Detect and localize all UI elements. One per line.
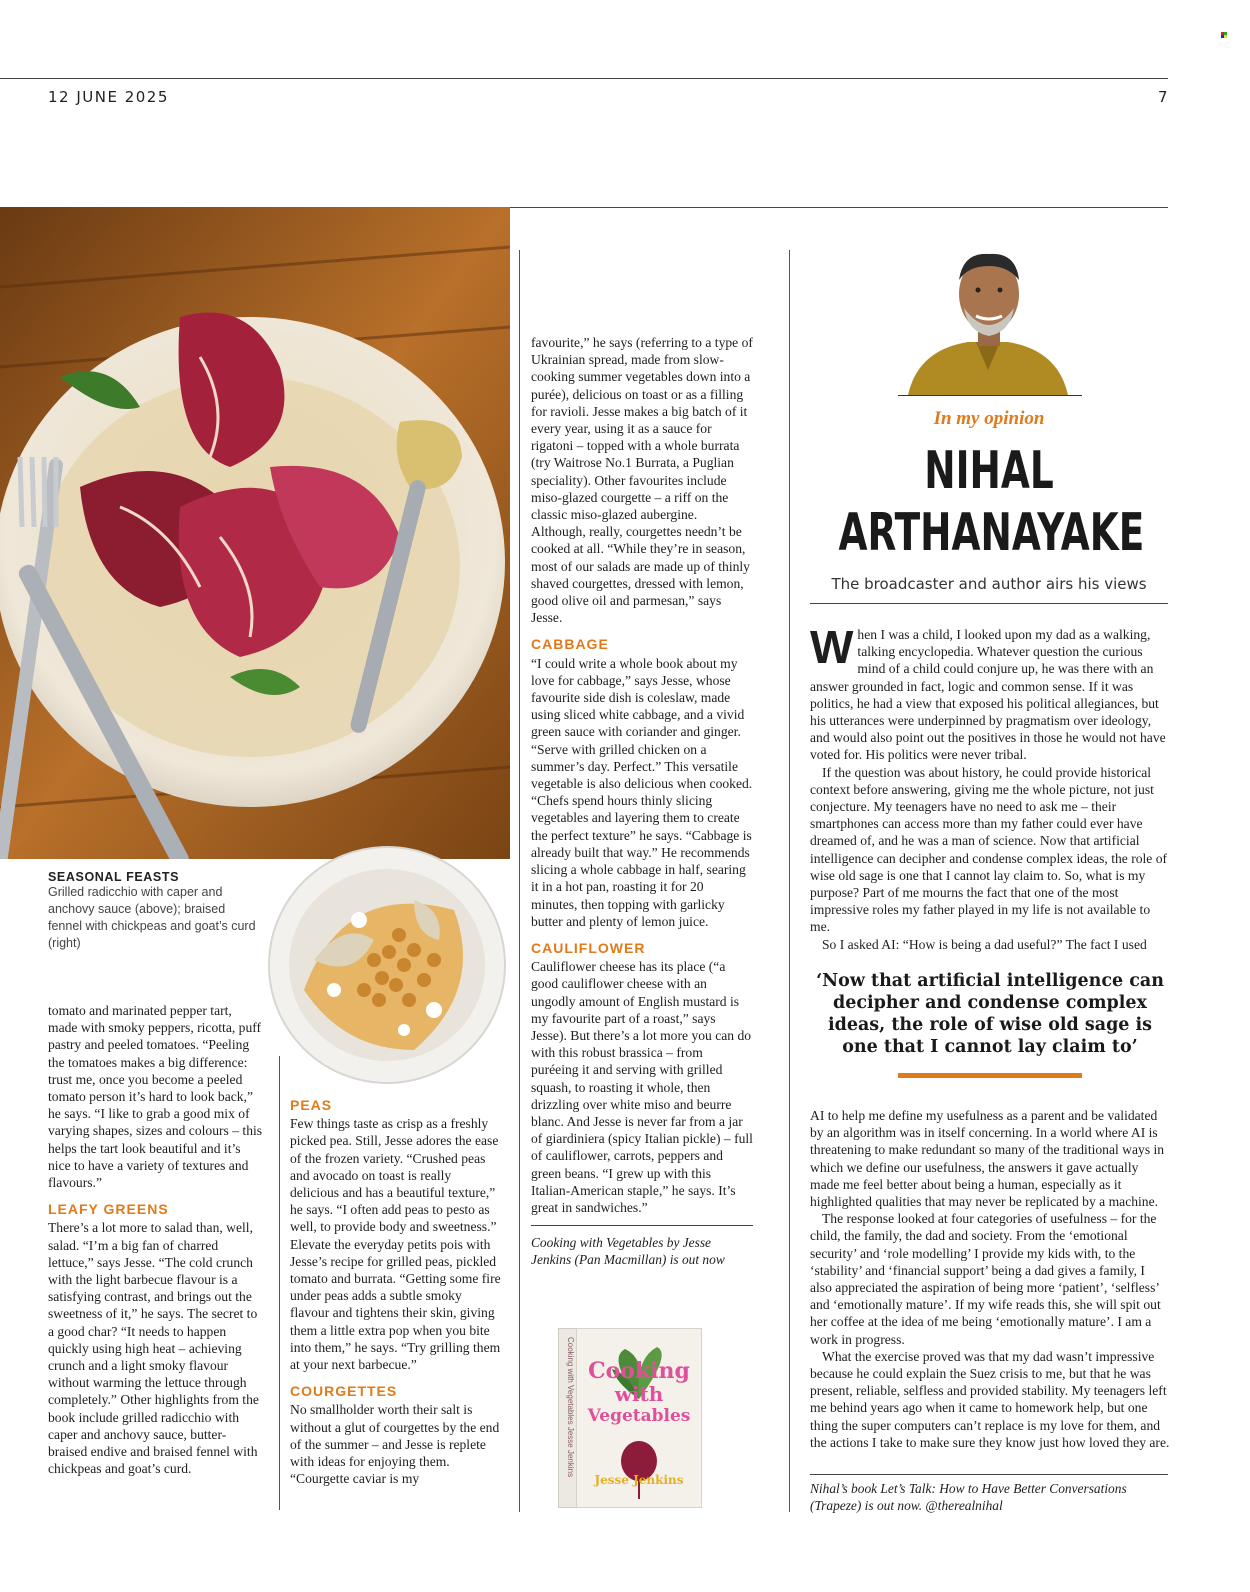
- opinion-body-bottom: [810, 1107, 1170, 1451]
- leafy-greens-paragraph: There’s a lot more to salad than, well, salad. “I’m a big fan of charred lettuce,” says Jesse. “The cold crunch with the light barbecue flavour is a satisfying contrast, and brings out the sweetness of it,” he says. The secret to a good char? “It needs to happen quickly using high heat – achieving crunch and a light smoky flavour without warming the lettuce through completely.” Other highlights from the book include grilled radicchio with caper and anchovy sauce, butter-braised endive and braised fennel with chickpeas and goat’s curd.: [48, 1220, 259, 1477]
- column-divider-2: [519, 250, 520, 1512]
- nihal-portrait-photo: [898, 250, 1078, 395]
- caption-body: Grilled radicchio with caper and anchovy sauce (above); braised fennel with chickpeas and goat’s curd (right): [48, 885, 256, 950]
- columnist-name-last: ARTHANAYAKE: [838, 503, 1145, 563]
- courgettes-heading: COURGETTES: [290, 1383, 398, 1400]
- top-rule: [0, 78, 1168, 79]
- courgettes-paragraph: No smallholder worth their salt is without a glut of courgettes by the end of the summer – and Jesse is replete with ideas for enjoying them. “Courgette caviar is my: [290, 1402, 500, 1487]
- drop-cap: W: [810, 621, 854, 673]
- peas-paragraph: Few things taste as crisp as a freshly picked pea. Still, Jesse adores the ease of the frozen variety. “Crushed peas and avocado on toast is really delicious and has a beautiful texture,” he says. “I often add peas to pesto as well, to provide body and sweetness.” Elevate the everyday petits pois with Jesse’s recipe for grilled peas, pickled tomato and burrata. “Getting some fire under peas adds a subtle smoky flavour and tightens their skin, giving them a little extra pop when you bite into them,” he says. “Try grilling them at your next barbecue.”: [290, 1116, 501, 1373]
- photo-caption: [48, 870, 258, 952]
- standfirst: The broadcaster and author airs his views: [831, 575, 1147, 593]
- opinion-kicker: In my opinion: [933, 408, 1045, 429]
- opinion-paragraph-5: The response looked at four categories of usefulness – for the child, the family, the dad and society. From the ‘emotional security’ and ‘role modelling’ I provide my kids with, to the ‘stability’ and ‘financial support’ being a dad gives a family, I also appreciated the aspiration of being more ‘patient’, ‘selfless’ and ‘emotionally mature’. If my wife reads this, she will spit out her coffee at the idea of me being ‘emotionally mature’. I am a work in progress.: [810, 1211, 1161, 1347]
- book-author: Jesse Jenkins: [594, 1473, 684, 1487]
- opinion-paragraph-3: So I asked AI: “How is being a dad useful?” The fact I used: [822, 936, 1147, 952]
- cabbage-paragraph: “I could write a whole book about my love for cabbage,” says Jesse, whose favourite side dish is coleslaw, made using sliced white cabbage, and a vivid green sauce with coriander and ginger. “Serve with grilled chicken on a summer’s day. Perfect.” This versatile vegetable is also delicious when cooked. “Chefs spend hours thinly slicing vegetables and layering them to create the perfect texture” he says. “Cabbage is already built that way.” He recommends slicing a whole cabbage in half, searing it in a hot pan, roasting it for 20 minutes, then topping with garlicky butter and plenty of lemon juice.: [531, 655, 753, 929]
- opinion-footer-credit: Nihal’s book Let’s Talk: How to Have Better Conversations (Trapeze) is out now. @therealnihal: [810, 1481, 1127, 1514]
- book-spine-text: Cooking with Vegetables Jesse Jenkins: [566, 1337, 575, 1478]
- book-credit-rule: [531, 1225, 753, 1226]
- courgette-caviar-paragraph: favourite,” he says (referring to a type of Ukrainian spread, made from slow-cooking summer vegetables down into a purée), delicious on toast or as a filling for ravioli. Jesse makes a big batch of it every year, using it as a sauce for rigatoni – topped with a whole burrata (try Waitrose No.1 Burrata, a Puglian speciality). Other favourites include miso-glazed courgette – a riff on the classic miso-glazed aubergine. Although, really, courgettes needn’t be cooked at all. “While they’re in season, most of our salads are made up of thinly shaved courgettes, dressed with lemon, good olive oil and parmesan,” says Jesse.: [531, 335, 753, 626]
- book-front-cover: [576, 1328, 702, 1508]
- issue-date: 12 JUNE 2025: [48, 88, 169, 106]
- page-number: 7: [1158, 88, 1170, 106]
- fennel-chickpea-plate-photo: [264, 840, 510, 1088]
- radicchio-plate-photo: [0, 207, 510, 859]
- section-rule: [510, 207, 1168, 208]
- opinion-paragraph-1: hen I was a child, I looked upon my dad as a walking, talking encyclopedia. Whatever question the curious mind of a child could conjure up, he was there with an answer grounded in fact, logic and common sense. If it was politics, he had a view that exposed his political allegiances, but his utterances were underpinned by pragmatism over ideology, and would also point out the positives in those he would not have voted for. His politics were never tribal.: [810, 627, 1166, 763]
- book-title-line-2: with: [614, 1382, 664, 1406]
- column-divider-1: [279, 1056, 280, 1510]
- leafy-greens-heading: LEAFY GREENS: [48, 1201, 169, 1218]
- cabbage-heading: CABBAGE: [531, 636, 609, 653]
- opinion-paragraph-6: What the exercise proved was that my dad wasn’t impressive because he could explain the Suez crisis to me, but that he was present, reliable, selfless and provided stability. My teenagers left me behind years ago when it came to homework help, but one thing the super computers can’t replace is my love for them, and the actions I take to make sure they know just how loved they are.: [810, 1348, 1170, 1450]
- tomato-paragraph: tomato and marinated pepper tart, made with smoky peppers, ricotta, puff pastry and peeled tomatoes. “Peeling the tomatoes makes a big difference: trust me, once you become a peeled tomato person it’s hard to look back,” he says. “I like to grab a good mix of varying shapes, sizes and colours – this helps the tart look beautiful and it’s nice to have a variety of textures and flavours.”: [48, 1003, 263, 1191]
- book-title-line-1: Cooking: [588, 1358, 690, 1384]
- peas-heading: PEAS: [290, 1097, 333, 1113]
- footer-rule: [810, 1474, 1168, 1475]
- standfirst-rule: [810, 603, 1168, 604]
- pull-quote-accent-bar: [898, 1073, 1082, 1078]
- colour-registration-mark: [1221, 32, 1227, 38]
- book-credit: Cooking with Vegetables by Jesse Jenkins (Pan Macmillan) is out now: [531, 1235, 725, 1268]
- book-cover-image: [548, 1328, 702, 1510]
- columnist-name-first: NIHAL: [924, 441, 1054, 501]
- column-divider-3: [789, 250, 790, 1512]
- article-column-2: [290, 1097, 502, 1487]
- portrait-rule: [898, 395, 1082, 396]
- cauliflower-paragraph: Cauliflower cheese has its place (“a good cauliflower cheese with an ungodly amount of English mustard is my favourite part of a roast,” says Jesse). But there’s a lot more you can do with this robust brassica – from puréeing it and serving with grilled squash, to roasting it whole, then drizzling over white miso and beurre blanc. And Jesse is never far from a jar of giardiniera (spicy Italian pickle) – full of cauliflower, carrots, peppers and green beans. “I grew up with this Italian-American staple,” he says. It’s great in sandwiches.”: [531, 959, 753, 1215]
- caption-title: SEASONAL FEASTS: [48, 870, 180, 884]
- opinion-body-top: [810, 621, 1170, 953]
- article-column-1: [48, 1002, 264, 1477]
- book-title-line-3: Vegetables: [587, 1406, 691, 1426]
- cauliflower-heading: CAULIFLOWER: [531, 939, 646, 956]
- opinion-paragraph-4: AI to help me define my usefulness as a parent and be validated by an algorithm was in itself concerning. In a world where AI is threatening to make redundant so many of the traditional ways in which we define our usefulness, the answers it gave actually made me feel better about being a human, especially as it highlighted qualities that may never be replicated by a machine.: [810, 1108, 1165, 1210]
- pull-quote: ‘Now that artificial intelligence can decipher and condense complex ideas, the role of wise old sage is one that I cannot lay claim to’: [816, 971, 1164, 1057]
- opinion-paragraph-2: If the question was about history, he could provide historical context before answering, giving me the whole picture, not just conjecture. My teenagers have no need to ask me – their smartphones can access more than my father could ever have dreamed of, and he was a man of science. Now that artificial intelligence can decipher and condense complex ideas, the role of wise old sage is one that I cannot lay claim to. So, what is my purpose? Part of me mourns the fact that one of the most impressive roles my father played in my life is not available to me.: [810, 764, 1168, 935]
- article-column-3: [531, 334, 753, 1269]
